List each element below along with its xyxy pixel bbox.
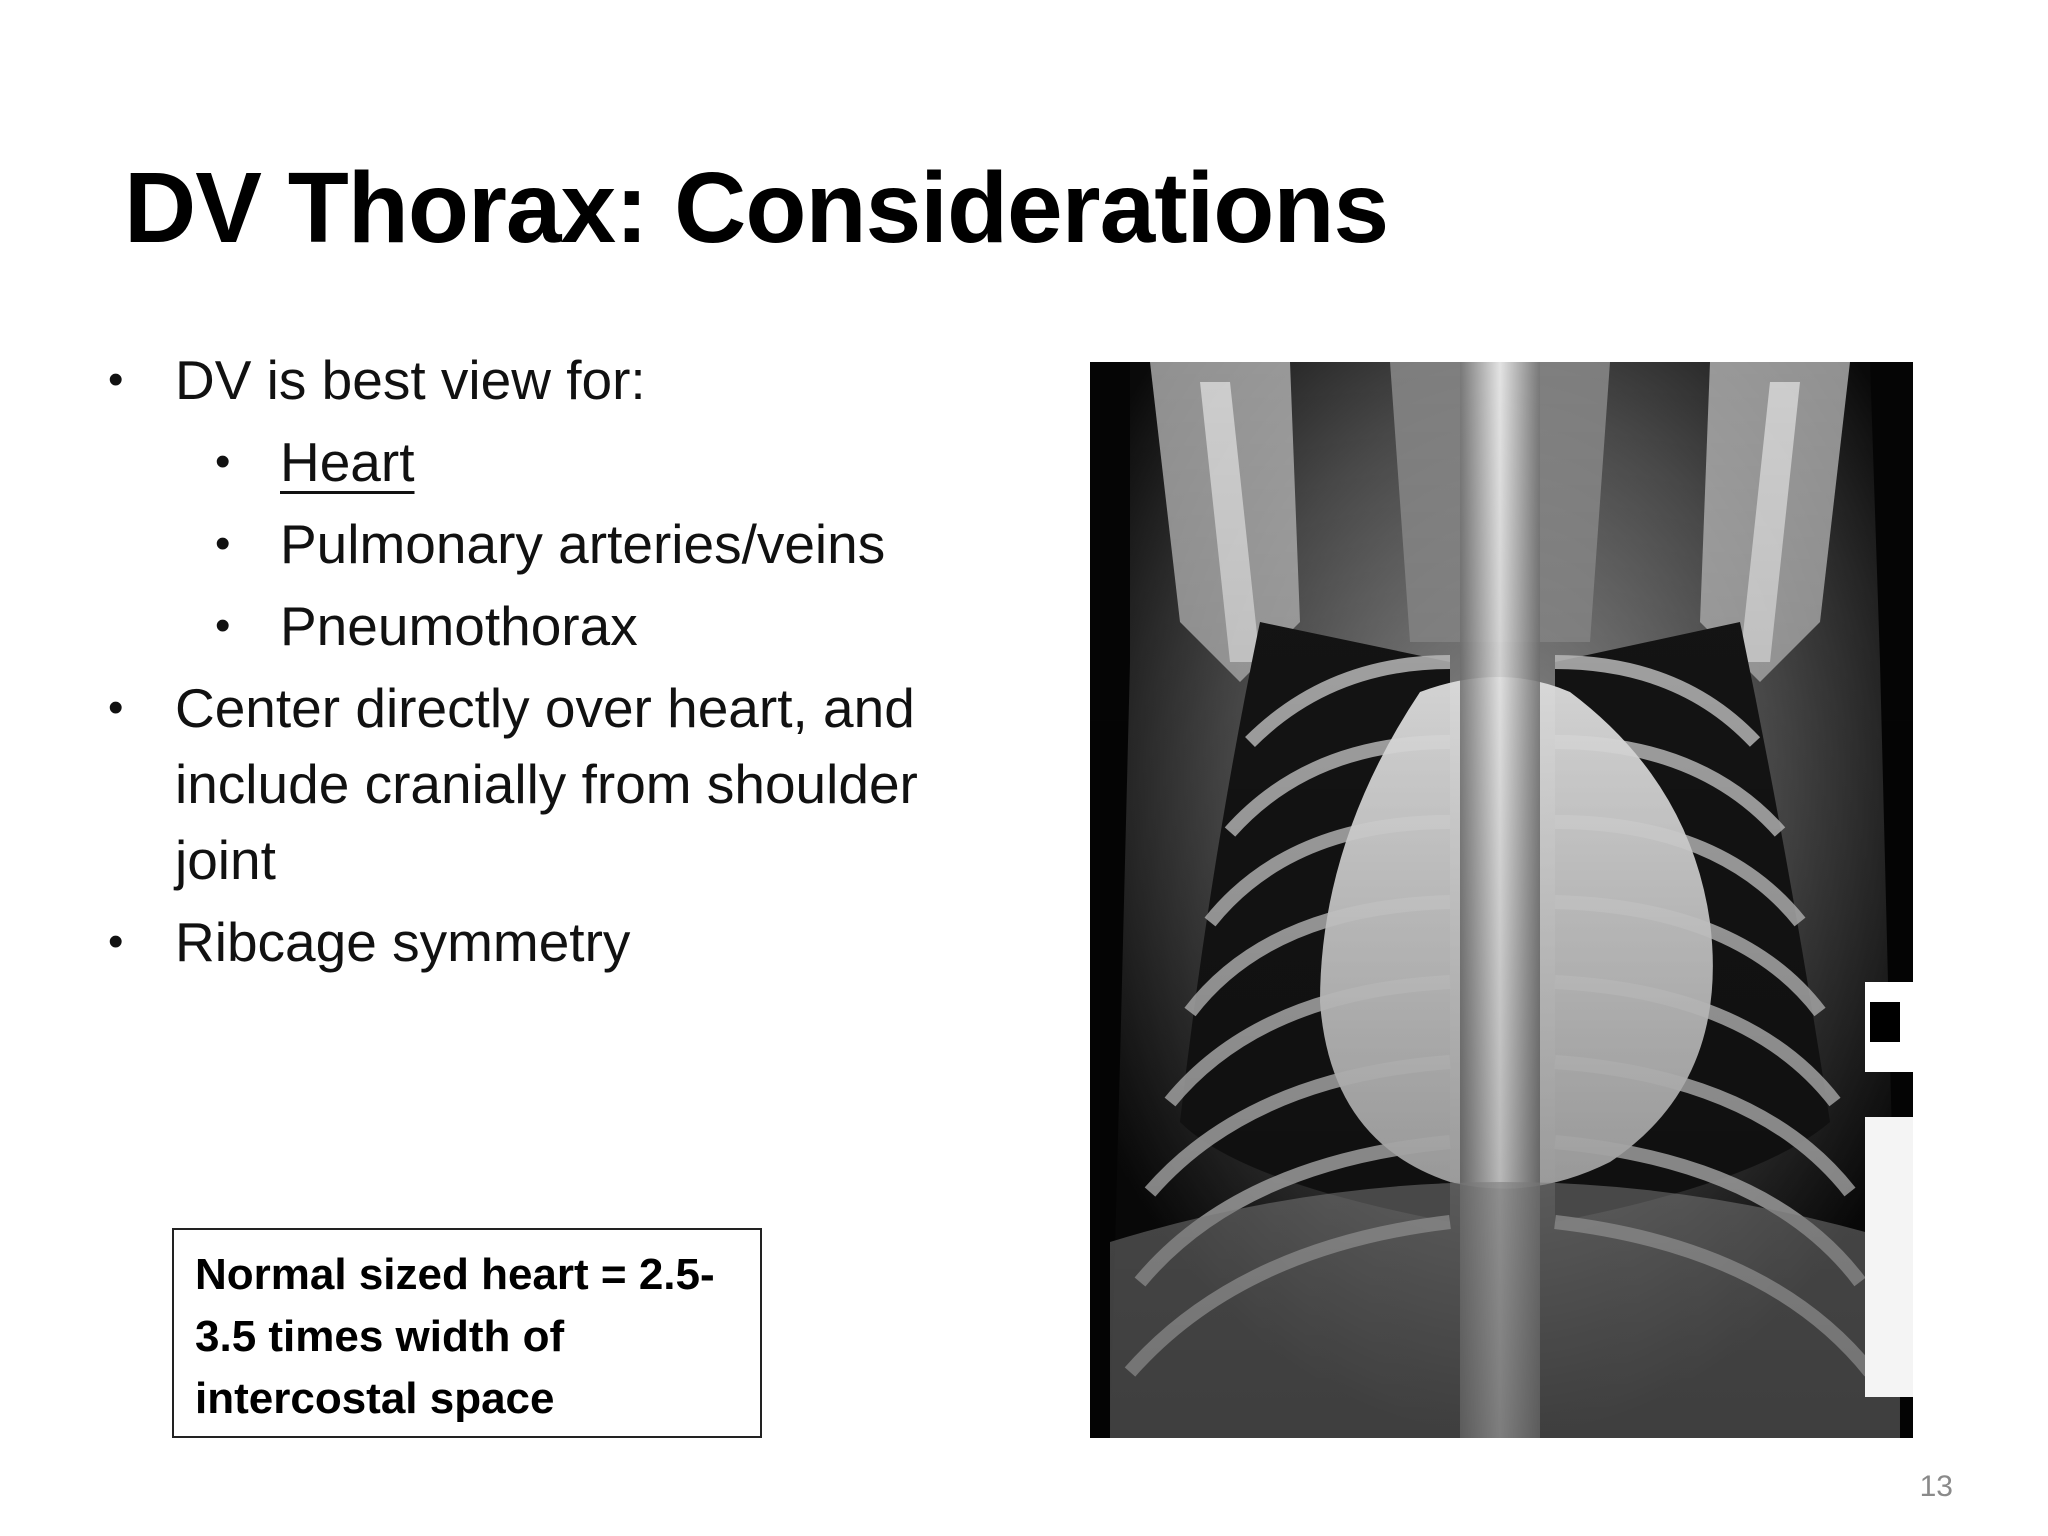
bullet-dot: • xyxy=(108,683,124,732)
bullet-dot: • xyxy=(215,601,231,650)
bullet-dot: • xyxy=(215,437,231,486)
note-line: 3.5 times width of xyxy=(195,1312,565,1361)
bullet-center-line1: Center directly over heart, and xyxy=(175,677,915,739)
bullet-heart: Heart xyxy=(280,431,415,493)
bullet-ribcage: Ribcage symmetry xyxy=(175,911,631,973)
bullet-center-line2: include cranially from shoulder xyxy=(175,753,918,815)
bullet-dot: • xyxy=(108,355,124,404)
xray-thorax-icon xyxy=(1090,362,1913,1438)
heart-size-note xyxy=(172,1228,762,1438)
note-line: intercostal space xyxy=(195,1374,555,1423)
slide-title: DV Thorax: Considerations xyxy=(124,152,1389,264)
bullet-pneumothorax: Pneumothorax xyxy=(280,595,638,657)
page-number: 13 xyxy=(1919,1470,1953,1503)
note-line: Normal sized heart = 2.5- xyxy=(195,1250,715,1299)
xray-thorax-image xyxy=(1090,362,1913,1438)
bullet-pulmonary: Pulmonary arteries/veins xyxy=(280,513,886,575)
bullet-dot: • xyxy=(108,917,124,966)
bullet-center-line3: joint xyxy=(175,829,276,891)
bullet-best-view: DV is best view for: xyxy=(175,349,646,411)
bullet-dot: • xyxy=(215,519,231,568)
